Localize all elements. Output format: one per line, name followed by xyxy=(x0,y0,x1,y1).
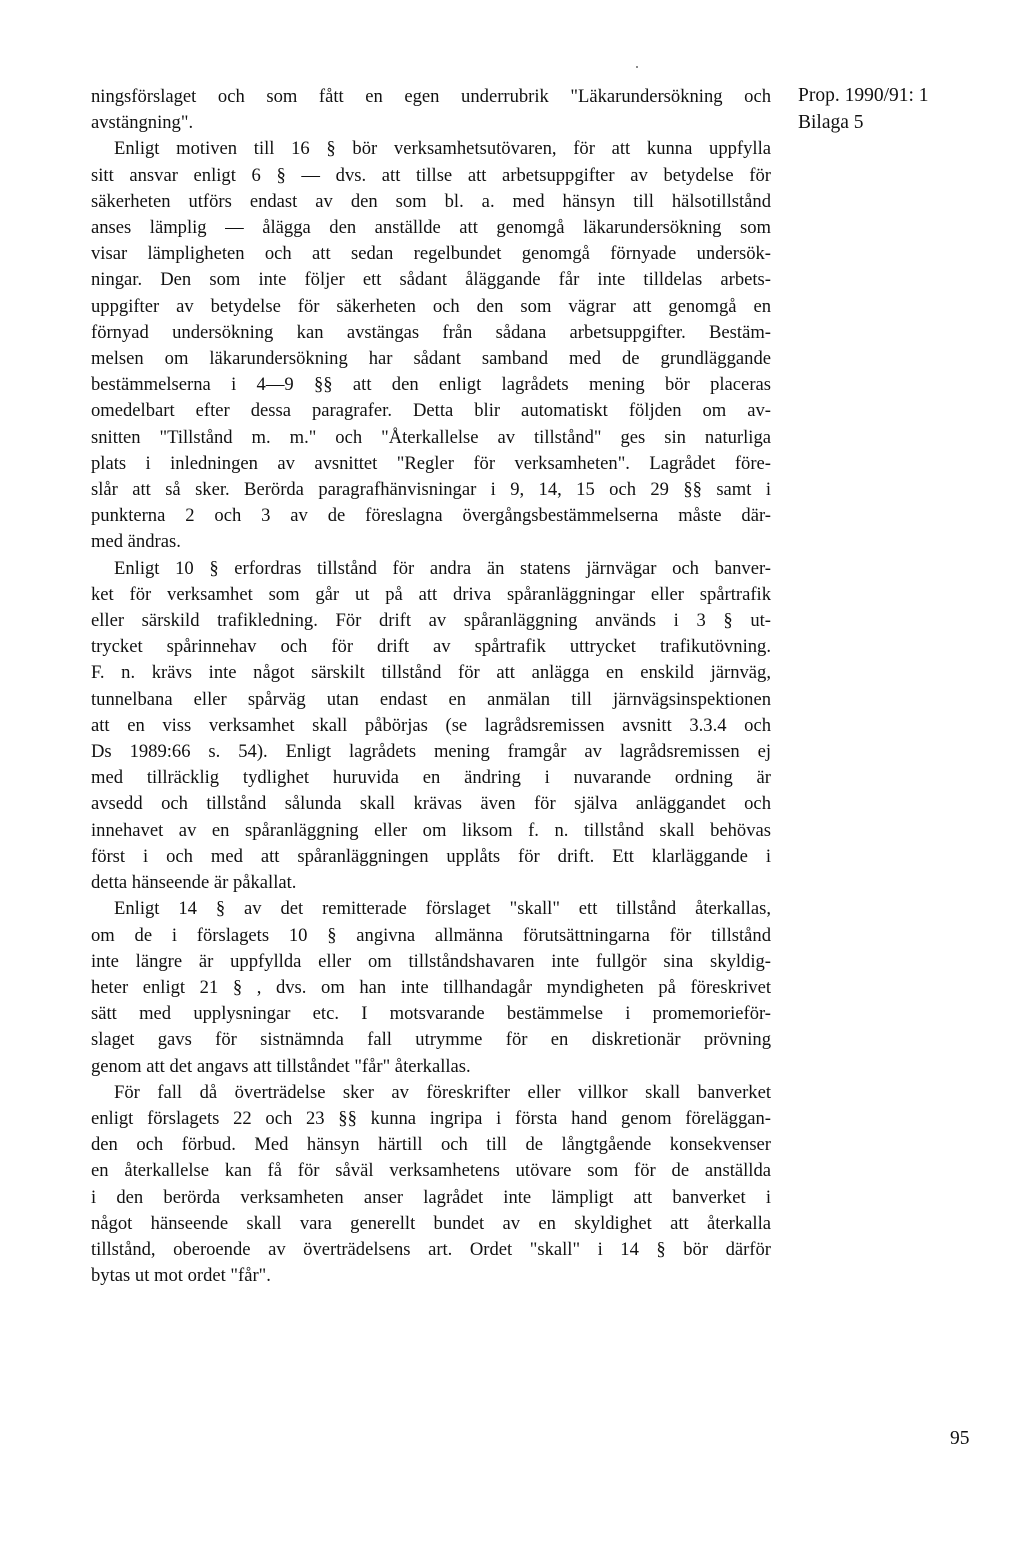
text-line: avstängning". xyxy=(91,112,194,134)
text-line: För fall då överträdelse sker av föreskrifter eller villkor skall banverket xyxy=(114,1081,771,1103)
text-line: säkerheten utförs endast av den som bl. a. med hänsyn till hälsotillstånd xyxy=(91,190,771,212)
text-line: eller särskild trafikledning. För drift av spåranläggning används i 3 § ut- xyxy=(91,610,771,632)
paragraph xyxy=(91,136,771,555)
text-line: om de i förslagets 10 § angivna allmänna förutsättningarna för tillstånd xyxy=(91,924,771,946)
text-line: ningar. Den som inte följer ett sådant åläggande får inte tilldelas arbets- xyxy=(91,269,771,291)
text-line: den och förbud. Med hänsyn härtill och till de långtgående konsekvenser xyxy=(91,1134,771,1156)
paragraph xyxy=(91,84,771,136)
text-line: att en viss verksamhet skall påbörjas (se lagrådsremissen avsnitt 3.3.4 och xyxy=(91,714,771,736)
text-line: sätt med upplysningar etc. I motsvarande bestämmelse i promemorieför- xyxy=(91,1003,771,1025)
text-line: ket för verksamhet som går ut på att driva spåranläggningar eller spårtrafik xyxy=(91,583,771,605)
text-line: F. n. krävs inte något särskilt tillstånd för att anlägga en enskild järnväg, xyxy=(91,662,771,684)
text-line: Enligt 10 § erfordras tillstånd för andra än statens järnvägar och banver- xyxy=(114,557,771,579)
scan-speck xyxy=(636,66,638,68)
text-line: snitten "Tillstånd m. m." och "Återkallelse av tillstånd" ges sin naturliga xyxy=(91,426,771,448)
text-line: förnyad undersökning kan avstängas från sådana arbetsuppgifter. Bestäm- xyxy=(91,321,771,343)
text-line: Enligt 14 § av det remitterade förslaget "skall" ett tillstånd återkallas, xyxy=(114,898,771,920)
body-text xyxy=(91,84,771,1289)
text-line: visar lämpligheten och att sedan regelbundet genomgå förnyade undersök- xyxy=(91,243,771,265)
text-line: med ändras. xyxy=(91,531,181,553)
text-line: sitt ansvar enligt 6 § — dvs. att tillse att arbetsuppgifter av betydelse för xyxy=(91,164,771,186)
text-line: tillstånd, oberoende av överträdelsens art. Ordet "skall" i 14 § bör därför xyxy=(91,1238,771,1260)
text-line: bestämmelserna i 4—9 §§ att den enligt lagrådets mening bör placeras xyxy=(91,374,771,396)
text-line: avsedd och tillstånd sålunda skall krävas även för själva anläggandet och xyxy=(91,793,771,815)
text-line: slaget gavs för sistnämnda fall utrymme för en diskretionär prövning xyxy=(91,1029,771,1051)
text-line: Enligt motiven till 16 § bör verksamhetsutövaren, för att kunna uppfylla xyxy=(114,138,771,160)
text-line: anses lämplig — ålägga den anställde att genomgå läkarundersökning som xyxy=(91,217,771,239)
proposition-reference: Prop. 1990/91: 1 xyxy=(798,85,929,106)
text-line: omedelbart efter dessa paragrafer. Detta blir automatiskt följden om av- xyxy=(91,400,771,422)
text-line: genom att det angavs att tillståndet "får" återkallas. xyxy=(91,1055,471,1077)
paragraph xyxy=(91,896,771,1079)
text-line: heter enligt 21 § , dvs. om han inte tillhandagår myndigheten på föreskrivet xyxy=(91,976,771,998)
page-number: 95 xyxy=(950,1428,970,1449)
text-line: melsen om läkarundersökning har sådant samband med de grundläggande xyxy=(91,348,771,370)
text-line: något hänseende skall vara generellt bundet av en skyldighet att återkalla xyxy=(91,1212,771,1234)
text-line: plats i inledningen av avsnittet "Regler för verksamheten". Lagrådet före- xyxy=(91,452,771,474)
margin-reference xyxy=(798,82,1008,136)
text-line: tunnelbana eller spårväg utan endast en anmälan till järnvägsinspektionen xyxy=(91,688,771,710)
text-line: inte längre är uppfyllda eller om tillståndshavaren inte fullgör sina skyldig- xyxy=(91,950,771,972)
paragraph xyxy=(91,1080,771,1290)
text-line: först i och med att spåranläggningen upplåts för drift. Ett klarläggande i xyxy=(91,845,771,867)
text-line: detta hänseende är påkallat. xyxy=(91,872,297,894)
text-line: slår att så sker. Berörda paragrafhänvisningar i 9, 14, 15 och 29 §§ samt i xyxy=(91,479,771,501)
text-line: ningsförslaget och som fått en egen underrubrik "Läkarundersökning och xyxy=(91,86,771,107)
text-line: enligt förslagets 22 och 23 §§ kunna ingripa i första hand genom föreläggan- xyxy=(91,1107,771,1129)
text-line: bytas ut mot ordet "får". xyxy=(91,1265,271,1287)
text-line: trycket spårinnehav och för drift av spårtrafik uttrycket trafikutövning. xyxy=(91,636,771,658)
text-line: Ds 1989:66 s. 54). Enligt lagrådets mening framgår av lagrådsremissen ej xyxy=(91,741,771,763)
text-line: en återkallelse kan få för såväl verksamhetens utövare som för de anställda xyxy=(91,1160,771,1182)
text-line: med tillräcklig tydlighet huruvida en ändring i nuvarande ordning är xyxy=(91,767,771,789)
paragraph xyxy=(91,556,771,897)
text-line: innehavet av en spåranläggning eller om liksom f. n. tillstånd skall behövas xyxy=(91,819,771,841)
text-line: punkterna 2 och 3 av de föreslagna övergångsbestämmelserna måste där- xyxy=(91,505,771,527)
text-line: uppgifter av betydelse för säkerheten och den som vägrar att genomgå en xyxy=(91,295,771,317)
appendix-label: Bilaga 5 xyxy=(798,112,864,133)
text-line: i den berörda verksamheten anser lagrådet inte lämpligt att banverket i xyxy=(91,1186,771,1208)
